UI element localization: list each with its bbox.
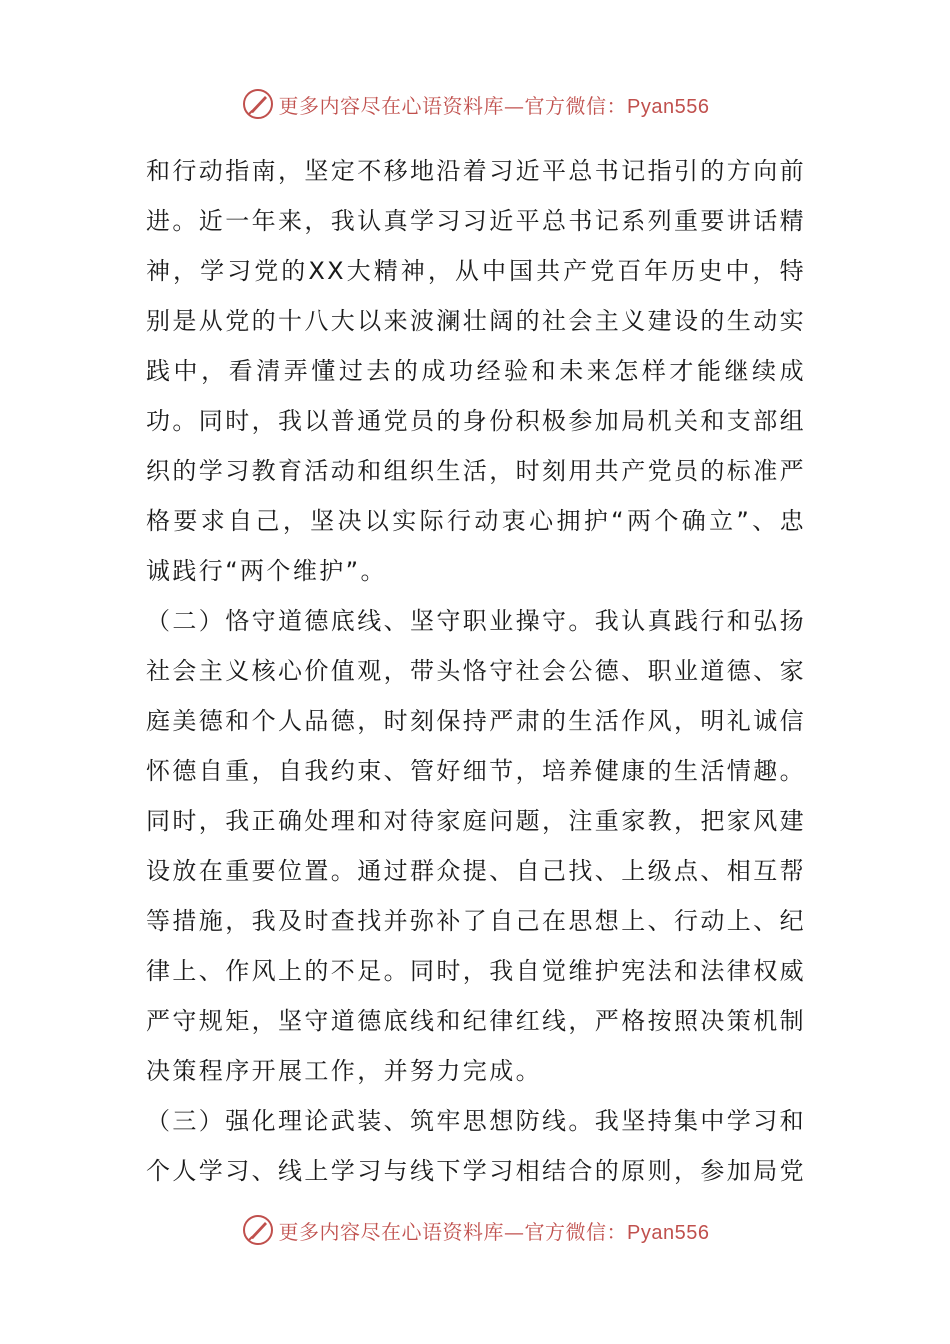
paragraph-1: 和行动指南，坚定不移地沿着习近平总书记指引的方向前进。近一年来，我认真学习习近平总书记系列重要讲话精神，学习党的XX大精神，从中国共产党百年历史中，特别是从党的十八大以来波澜壮阔的社会主义建设的生动实践中，看清弄懂过去的成功经验和未来怎样才能继续成功。同时，我以普通党员的身份积极参加局机关和支部组织的学习教育活动和组织生活，时刻用共产党员的标准严格要求自己，坚决以实际行动衷心拥护“两个确立”、忠诚践行“两个维护”。: [146, 157, 806, 585]
document-body: [146, 146, 806, 1196]
paragraph-2: （二）恪守道德底线、坚守职业操守。我认真践行和弘扬社会主义核心价值观，带头恪守社会公德、职业道德、家庭美德和个人品德，时刻保持严肃的生活作风，明礼诚信怀德自重，自我约束、管好细节，培养健康的生活情趣。同时，我正确处理和对待家庭问题，注重家教，把家风建设放在重要位置。通过群众提、自己找、上级点、相互帮等措施，我及时查找并弥补了自己在思想上、行动上、纪律上、作风上的不足。同时，我自觉维护宪法和法律权威严守规矩，坚守道德底线和纪律红线，严格按照决策机制决策程序开展工作，并努力完成。: [146, 607, 806, 1085]
header-banner-cn: 更多内容尽在心语资料库—官方微信：: [278, 93, 628, 118]
footer-banner: [0, 1210, 950, 1250]
footer-banner-cn: 更多内容尽在心语资料库—官方微信：: [278, 1219, 628, 1244]
quill-logo-icon: [241, 1213, 275, 1247]
footer-banner-id: Pyan556: [627, 1221, 710, 1244]
quill-logo-icon: [241, 87, 275, 121]
footer-banner-text: [279, 1216, 710, 1245]
header-banner-text: [279, 90, 710, 119]
header-banner: [0, 84, 950, 124]
paragraph-3: （三）强化理论武装、筑牢思想防线。我坚持集中学习和个人学习、线上学习与线下学习相结合的原则，参加局党: [146, 1107, 806, 1185]
header-banner-id: Pyan556: [627, 95, 710, 118]
